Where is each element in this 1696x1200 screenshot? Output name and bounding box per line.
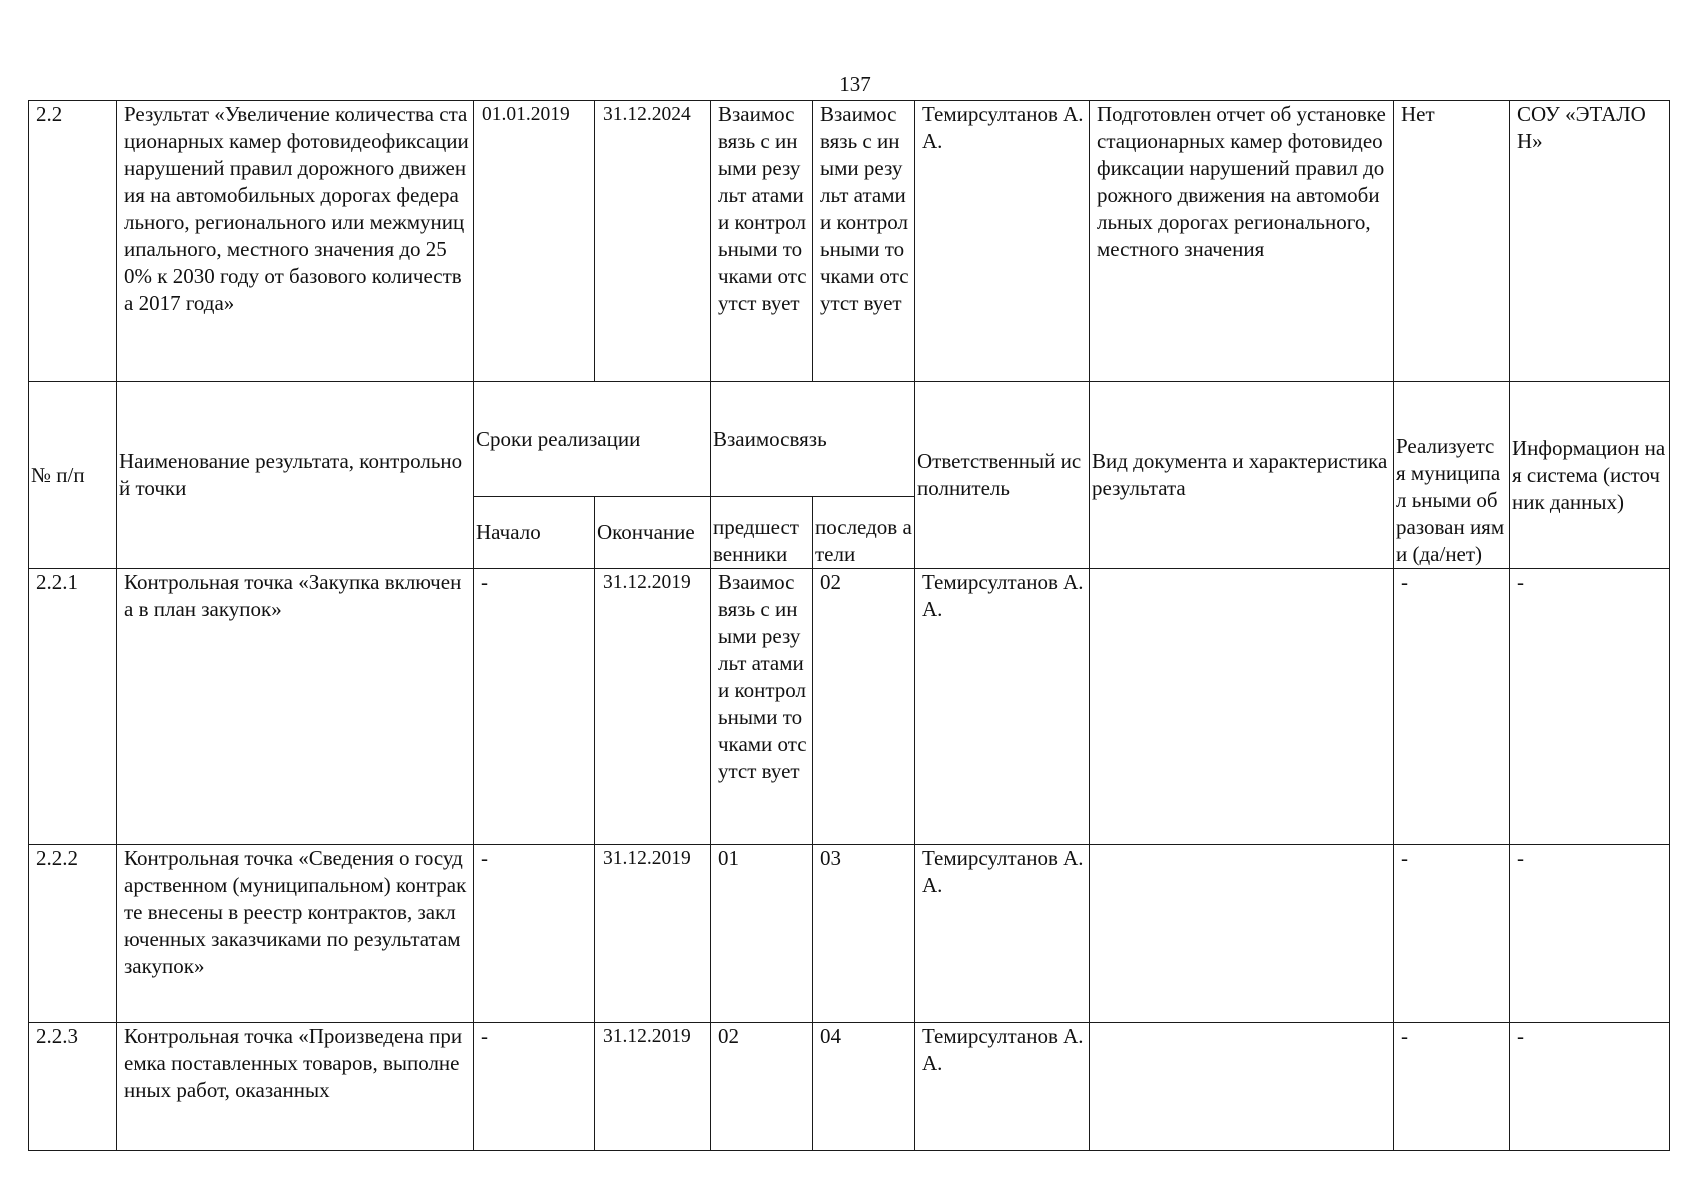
row-name-text: Контрольная точка «Произведена приемка поставленных товаров, выполненных работ, оказанных bbox=[124, 1024, 463, 1102]
row-predecessors: Взаимос вязь с иными результ атами и контрол ьными точками отсутст вует bbox=[711, 569, 813, 845]
header-predecessors: предшест венники bbox=[711, 497, 813, 569]
header-terms: Сроки реализации bbox=[474, 382, 711, 497]
header-doc-type: Вид документа и характеристика результата bbox=[1090, 382, 1394, 569]
header-start: Начало bbox=[474, 497, 595, 569]
row-responsible: Темирсултанов А.А. bbox=[915, 569, 1090, 845]
row-name bbox=[117, 1023, 474, 1151]
header-end: Окончание bbox=[595, 497, 711, 569]
table-row bbox=[29, 1023, 1670, 1151]
header-responsible: Ответственный исполнитель bbox=[915, 382, 1090, 569]
row-responsible: Темирсултанов А.А. bbox=[915, 1023, 1090, 1151]
header-info-system: Информацион ная система (источник данных) bbox=[1510, 382, 1670, 569]
row-info-system: - bbox=[1510, 569, 1670, 845]
row-municipal: - bbox=[1394, 569, 1510, 845]
row-info-system: - bbox=[1510, 1023, 1670, 1151]
row-num: 2.2.1 bbox=[29, 569, 117, 845]
result-municipal: Нет bbox=[1394, 101, 1510, 382]
result-predecessors: Взаимос вязь с иными результ атами и контрол ьными точками отсутст вует bbox=[711, 101, 813, 382]
result-doc-type: Подготовлен отчет об установке стационарных камер фотовидеофиксации нарушений правил дорожного движения на автомобильных дорогах регионального, местного значения bbox=[1090, 101, 1394, 382]
result-info-system: СОУ «ЭТАЛОН» bbox=[1510, 101, 1670, 382]
row-doc-type bbox=[1090, 569, 1394, 845]
row-num: 2.2.2 bbox=[29, 845, 117, 1023]
row-successors: 02 bbox=[813, 569, 915, 845]
row-start-date: - bbox=[474, 1023, 595, 1151]
row-municipal: - bbox=[1394, 1023, 1510, 1151]
table-row bbox=[29, 569, 1670, 845]
row-name: Контрольная точка «Закупка включена в план закупок» bbox=[117, 569, 474, 845]
row-successors: 03 bbox=[813, 845, 915, 1023]
row-doc-type bbox=[1090, 1023, 1394, 1151]
result-responsible: Темирсултанов А.А. bbox=[915, 101, 1090, 382]
header-name: Наименование результата, контрольной точки bbox=[117, 382, 474, 569]
table-row bbox=[29, 845, 1670, 1023]
result-num: 2.2 bbox=[29, 101, 117, 382]
row-successors: 04 bbox=[813, 1023, 915, 1151]
result-name: Результат «Увеличение количества стационарных камер фотовидеофиксации нарушений правил дорожного движения на автомобильных дорогах федерального, регионального или межмуниципального, местного значения до 250% к 2030 году от базового количества 2017 года» bbox=[117, 101, 474, 382]
row-start-date: - bbox=[474, 569, 595, 845]
row-municipal: - bbox=[1394, 845, 1510, 1023]
row-name: Контрольная точка «Сведения о государственном (муниципальном) контракте внесены в реестр контрактов, заключенных заказчиками по результатам закупок» bbox=[117, 845, 474, 1023]
row-num: 2.2.3 bbox=[29, 1023, 117, 1151]
page-number: 137 bbox=[839, 72, 871, 96]
row-responsible: Темирсултанов А.А. bbox=[915, 845, 1090, 1023]
header-relation: Взаимосвязь bbox=[711, 382, 915, 497]
result-end-date: 31.12.2024 bbox=[595, 101, 711, 382]
result-start-date: 01.01.2019 bbox=[474, 101, 595, 382]
header-row-top bbox=[29, 382, 1670, 497]
row-info-system: - bbox=[1510, 845, 1670, 1023]
row-end-date: 31.12.2019 bbox=[595, 845, 711, 1023]
row-end-date: 31.12.2019 bbox=[595, 1023, 711, 1151]
row-end-date: 31.12.2019 bbox=[595, 569, 711, 845]
row-predecessors: 02 bbox=[711, 1023, 813, 1151]
row-start-date: - bbox=[474, 845, 595, 1023]
control-points-table bbox=[28, 100, 1670, 1151]
header-num: № п/п bbox=[29, 382, 117, 569]
row-predecessors: 01 bbox=[711, 845, 813, 1023]
row-doc-type bbox=[1090, 845, 1394, 1023]
result-successors: Взаимос вязь с иными результ атами и контрол ьными точками отсутст вует bbox=[813, 101, 915, 382]
header-successors: последов атели bbox=[813, 497, 915, 569]
header-municipal: Реализуетс я муниципал ьными образован иями (да/нет) bbox=[1394, 382, 1510, 569]
result-row bbox=[29, 101, 1670, 382]
